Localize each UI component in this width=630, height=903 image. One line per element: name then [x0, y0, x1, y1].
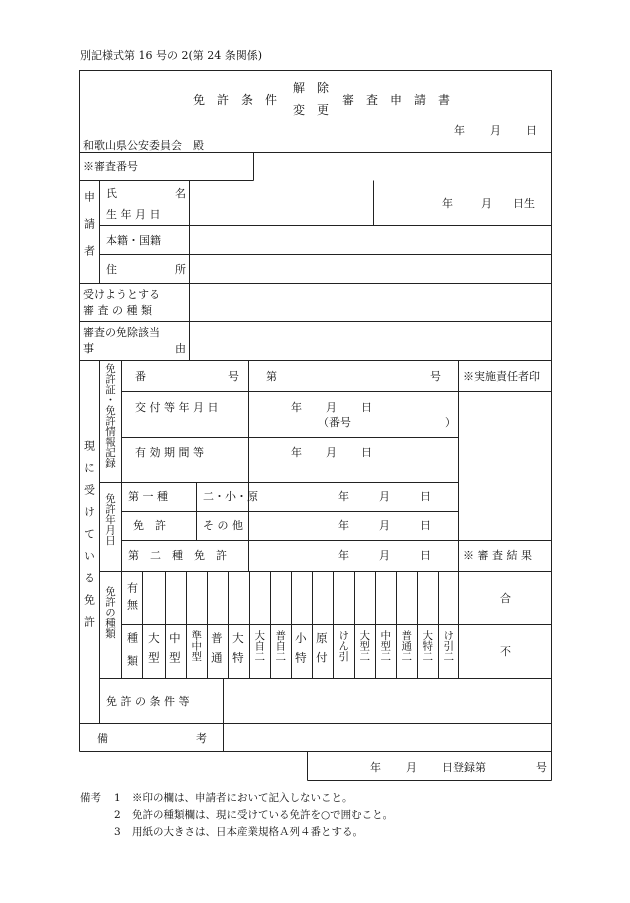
date-year: 年: [454, 124, 465, 137]
validity-day: 日: [361, 446, 372, 459]
registration-day-label: 日登録第: [442, 761, 486, 774]
exemption-label-1: 審査の免除該当: [83, 326, 160, 339]
license-type-cell: 中型: [167, 632, 182, 671]
result-fail: 不: [500, 645, 511, 658]
result-pass: 合: [500, 592, 511, 605]
license-cert-group-label: 免許証・免許情報記録: [104, 363, 117, 468]
address-label-2: 所: [175, 263, 186, 276]
class1-sub1-label: 二・小・原: [203, 490, 258, 503]
title-part-1: 免 許 条 件: [193, 93, 278, 107]
license-type-cell: 普通二: [400, 630, 413, 662]
class1-sub2-month: 月: [379, 519, 390, 532]
registration-month: 月: [406, 761, 417, 774]
applicant-group-label: 申請者: [82, 191, 96, 272]
validity-month: 月: [326, 446, 337, 459]
license-type-cell: 大型二: [358, 630, 371, 662]
class1-license-label: 免 許: [133, 519, 166, 532]
footnote-1-text: ※印の欄は、申請者において記入しないこと。: [132, 792, 353, 804]
validity-label: 有 効 期 間 等: [135, 446, 204, 459]
number-label-b: 号: [228, 370, 239, 383]
license-type-cell: 小特: [293, 632, 308, 671]
class1-sub1-month: 月: [379, 490, 390, 503]
number-prefix: 第: [266, 370, 277, 383]
exemption-label-2a: 事: [83, 342, 94, 355]
license-type-cell: 大特二: [421, 630, 434, 662]
class2-day: 日: [420, 549, 431, 562]
current-license-group-label: 現に受けている免許: [82, 440, 96, 638]
form-reference: 別記様式第 16 号の 2(第 24 条関係): [80, 49, 263, 62]
domicile-label: 本籍・国籍: [106, 234, 161, 247]
exemption-label-2b: 由: [175, 342, 186, 355]
conditions-label: 免 許 の 条 件 等: [106, 695, 190, 708]
license-type-cell: けん引: [337, 630, 350, 662]
license-type-cell: 大自二: [253, 630, 266, 662]
title-option-change: 変 更: [293, 103, 330, 117]
date-month: 月: [490, 124, 501, 137]
remarks-label-b: 考: [196, 732, 207, 745]
class1-sub2-day: 日: [420, 519, 431, 532]
remarks-label-a: 備: [97, 732, 108, 745]
license-type-cell: 原付: [314, 632, 329, 671]
issue-day: 日: [361, 401, 372, 414]
license-type-cell: 大特: [230, 632, 245, 671]
birth-label: 生 年 月 日: [106, 208, 161, 221]
exam-result-label: ※ 審 査 結 果: [463, 549, 532, 562]
footnote-2-num: 2: [114, 809, 121, 821]
issue-date-label: 交 付 等 年 月 日: [135, 401, 219, 414]
license-type-cell: 準中型: [190, 630, 203, 662]
license-type-cell: け引二: [442, 630, 455, 662]
birth-day-suffix: 日生: [513, 197, 535, 210]
class2-label: 第 二 種 免 許: [128, 549, 227, 562]
class1-sub1-day: 日: [420, 490, 431, 503]
type-header-label: 種類: [125, 632, 139, 678]
presence-label: 有無: [125, 582, 139, 616]
issue-year: 年: [291, 401, 302, 414]
number-label-a: 番: [135, 370, 146, 383]
title-part-2: 審 査 申 請 書: [342, 93, 451, 107]
birth-year: 年: [442, 197, 453, 210]
name-label-1: 氏: [106, 187, 117, 200]
registration-number-suffix: 号: [536, 761, 547, 774]
footnotes-title: 備考: [80, 792, 101, 804]
footnote-3-num: 3: [114, 826, 121, 838]
address-label-1: 住: [106, 263, 117, 276]
class1-sub2-label: そ の 他: [203, 519, 243, 532]
issue-month: 月: [326, 401, 337, 414]
class2-month: 月: [379, 549, 390, 562]
exam-type-label-1: 受けようとする: [83, 288, 160, 301]
license-type-cell: 普自二: [274, 630, 287, 662]
issue-number-close: ）: [445, 416, 456, 429]
exam-type-label-2: 審 査 の 種 類: [83, 304, 152, 317]
name-label-2: 名: [175, 187, 186, 200]
class1-label: 第 一 種: [128, 490, 168, 503]
date-day: 日: [526, 124, 537, 137]
footnote-3-text: 用紙の大きさは、日本産業規格Ａ列４番とする。: [132, 826, 363, 838]
license-type-cell: 大型: [146, 632, 161, 671]
title-option-release: 解 除: [293, 81, 330, 95]
class2-year: 年: [338, 549, 349, 562]
license-date-group-label: 免許年月日: [104, 493, 117, 546]
exam-number-label: ※審査番号: [83, 160, 138, 173]
license-types-group-label: 免許の種類: [104, 586, 117, 639]
issue-number-open: （番号: [318, 416, 351, 429]
license-type-cell: 普通: [209, 632, 224, 671]
license-type-cell: 中型二: [379, 630, 392, 662]
number-suffix: 号: [430, 370, 441, 383]
addressee: 和歌山県公安委員会 殿: [83, 139, 204, 152]
class1-sub1-year: 年: [338, 490, 349, 503]
validity-year: 年: [291, 446, 302, 459]
birth-month: 月: [481, 197, 492, 210]
class1-sub2-year: 年: [338, 519, 349, 532]
footnote-2-text: 免許の種類欄は、現に受けている免許を○で囲むこと。: [132, 809, 394, 821]
registration-year: 年: [370, 761, 381, 774]
officer-seal-label: ※実施責任者印: [463, 370, 540, 383]
footnote-1-num: 1: [114, 792, 121, 804]
